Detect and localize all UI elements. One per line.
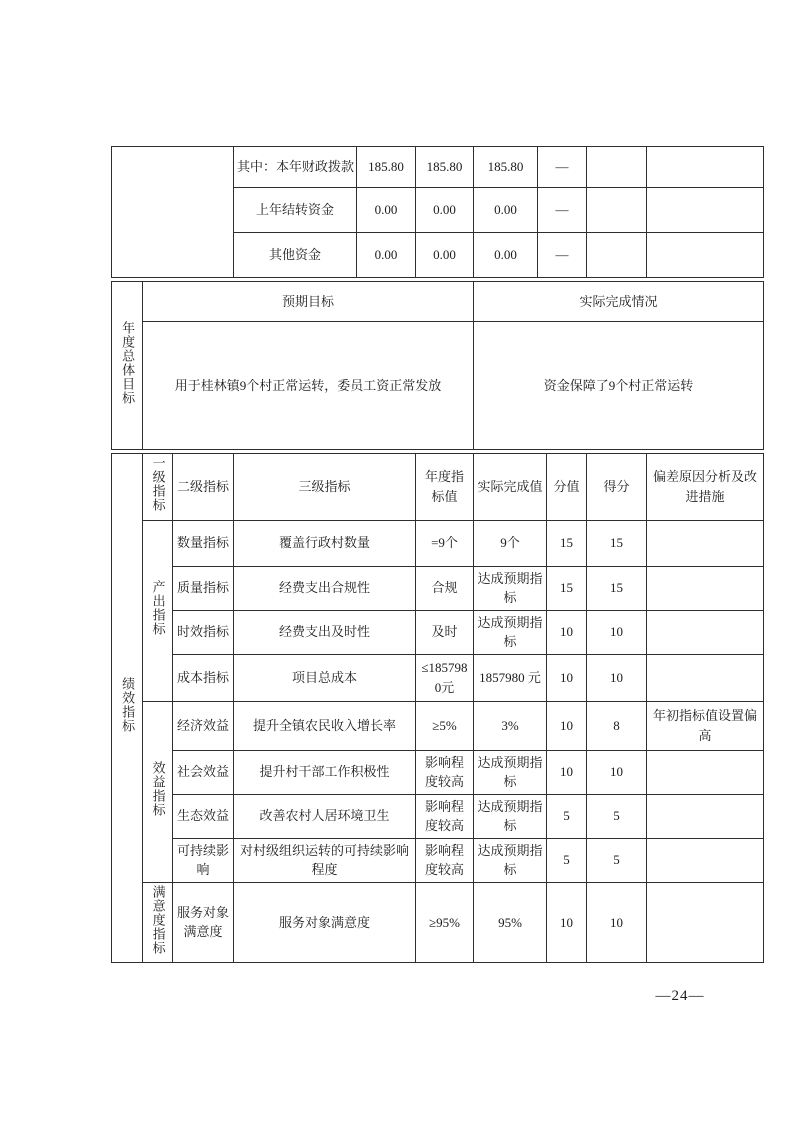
funding-value-cell: 0.00: [416, 233, 474, 278]
funding-value-cell: 0.00: [357, 188, 416, 233]
table-row: [112, 566, 764, 610]
cell-deviation: [647, 520, 764, 566]
performance-section-cell: [112, 454, 143, 963]
cell-deviation: [647, 882, 764, 963]
annual-goal-label: 年度总体目标: [120, 320, 136, 405]
performance-section-label: 绩效指标: [120, 677, 136, 734]
cell-points: 10: [547, 654, 587, 701]
cell-score: 15: [587, 520, 647, 566]
cell-annual-target: ≤1857980元: [416, 654, 474, 701]
funding-label-cell: 其中：本年财政拨款: [234, 147, 357, 188]
cell-level2: 社会效益: [173, 750, 234, 794]
table-row: [112, 520, 764, 566]
funding-value-cell: 0.00: [474, 233, 538, 278]
header-annual-target: 年度指标值: [416, 454, 474, 521]
cell-actual-value: 9个: [474, 520, 547, 566]
cell-annual-target: 合规: [416, 566, 474, 610]
cell-deviation: [647, 750, 764, 794]
cell-score: 15: [587, 566, 647, 610]
cell-level3: 对村级组织运转的可持续影响程度: [234, 838, 416, 882]
table-row: [112, 654, 764, 701]
funding-value-cell: 185.80: [474, 147, 538, 188]
header-score: 得分: [587, 454, 647, 521]
table-row: [112, 454, 764, 521]
cell-level2: 可持续影响: [173, 838, 234, 882]
funding-value-cell: 185.80: [416, 147, 474, 188]
cell-level3: 提升全镇农民收入增长率: [234, 701, 416, 750]
cell-actual-value: 达成预期指标: [474, 610, 547, 654]
group-label-satisfaction-indicators: 满意度指标: [150, 884, 166, 955]
table-row: [112, 701, 764, 750]
group-label-benefit-indicators-cell: [143, 701, 173, 882]
group-label-output-indicators-cell: [143, 520, 173, 701]
table-row: [112, 838, 764, 882]
header-points: 分值: [547, 454, 587, 521]
cell-points: 10: [547, 701, 587, 750]
cell-deviation: [647, 838, 764, 882]
actual-completion-header: 实际完成情况: [474, 282, 764, 322]
cell-level3: 改善农村人居环境卫生: [234, 794, 416, 838]
funding-value-cell: 0.00: [474, 188, 538, 233]
cell-annual-target: 影响程度较高: [416, 794, 474, 838]
funding-value-cell: 185.80: [357, 147, 416, 188]
annual-goal-table: [111, 281, 764, 450]
cell-actual-value: 达成预期指标: [474, 566, 547, 610]
funding-value-cell: 0.00: [416, 188, 474, 233]
table-row: [112, 610, 764, 654]
funding-empty-cell: [587, 188, 647, 233]
funding-summary-table: [111, 146, 764, 278]
cell-annual-target: 及时: [416, 610, 474, 654]
group-label-output-indicators: 产出指标: [150, 579, 166, 636]
cell-points: 10: [547, 610, 587, 654]
cell-points: 10: [547, 882, 587, 963]
funding-value-cell: 0.00: [357, 233, 416, 278]
annual-goal-label-cell: [112, 282, 143, 450]
cell-level2: 成本指标: [173, 654, 234, 701]
page-number: —24—: [655, 988, 705, 1004]
cell-annual-target: ≥5%: [416, 701, 474, 750]
expected-goal-text: 用于桂林镇9个村正常运转，委员工资正常发放: [143, 322, 474, 450]
funding-empty-cell: [647, 147, 764, 188]
cell-level2: 生态效益: [173, 794, 234, 838]
table-row: [112, 882, 764, 963]
funding-empty-cell: [587, 147, 647, 188]
table-row: [112, 794, 764, 838]
cell-score: 10: [587, 750, 647, 794]
cell-annual-target: =9个: [416, 520, 474, 566]
cell-level3: 经费支出合规性: [234, 566, 416, 610]
cell-actual-value: 达成预期指标: [474, 750, 547, 794]
cell-points: 15: [547, 566, 587, 610]
funding-dash-cell: —: [538, 188, 587, 233]
cell-deviation: [647, 794, 764, 838]
table-row: [112, 282, 764, 322]
header-level2: 二级指标: [173, 454, 234, 521]
cell-annual-target: 影响程度较高: [416, 838, 474, 882]
header-actual-value: 实际完成值: [474, 454, 547, 521]
cell-annual-target: ≥95%: [416, 882, 474, 963]
actual-completion-text: 资金保障了9个村正常运转: [474, 322, 764, 450]
group-label-benefit-indicators: 效益指标: [150, 760, 166, 817]
funding-dash-cell: —: [538, 233, 587, 278]
funding-dash-cell: —: [538, 147, 587, 188]
cell-deviation: [647, 654, 764, 701]
table-row: [112, 147, 764, 188]
cell-score: 10: [587, 610, 647, 654]
header-deviation: 偏差原因分析及改进措施: [647, 454, 764, 521]
cell-actual-value: 达成预期指标: [474, 838, 547, 882]
cell-score: 5: [587, 838, 647, 882]
performance-indicator-table: [111, 453, 764, 963]
expected-goal-header: 预期目标: [143, 282, 474, 322]
group-label-satisfaction-indicators-cell: [143, 882, 173, 963]
header-level1: 一级指标: [150, 456, 166, 512]
funding-empty-cell: [587, 233, 647, 278]
funding-label-cell: 上年结转资金: [234, 188, 357, 233]
cell-deviation: 年初指标值设置偏高: [647, 701, 764, 750]
cell-level3: 服务对象满意度: [234, 882, 416, 963]
cell-points: 5: [547, 794, 587, 838]
cell-deviation: [647, 610, 764, 654]
funding-empty-cell: [647, 188, 764, 233]
funding-label-cell: 其他资金: [234, 233, 357, 278]
cell-level2: 数量指标: [173, 520, 234, 566]
cell-level3: 项目总成本: [234, 654, 416, 701]
funding-spacer-cell: [112, 147, 234, 278]
cell-points: 10: [547, 750, 587, 794]
table-row: [112, 322, 764, 450]
cell-points: 15: [547, 520, 587, 566]
cell-level2: 时效指标: [173, 610, 234, 654]
cell-level2: 经济效益: [173, 701, 234, 750]
cell-level3: 提升村干部工作积极性: [234, 750, 416, 794]
cell-score: 5: [587, 794, 647, 838]
cell-score: 10: [587, 882, 647, 963]
funding-empty-cell: [647, 233, 764, 278]
cell-level3: 覆盖行政村数量: [234, 520, 416, 566]
cell-score: 10: [587, 654, 647, 701]
header-level1-cell: [143, 454, 173, 521]
cell-annual-target: 影响程度较高: [416, 750, 474, 794]
header-level3: 三级指标: [234, 454, 416, 521]
cell-level2: 质量指标: [173, 566, 234, 610]
cell-actual-value: 3%: [474, 701, 547, 750]
cell-level3: 经费支出及时性: [234, 610, 416, 654]
cell-actual-value: 95%: [474, 882, 547, 963]
cell-actual-value: 1857980 元: [474, 654, 547, 701]
cell-points: 5: [547, 838, 587, 882]
cell-actual-value: 达成预期指标: [474, 794, 547, 838]
table-row: [112, 750, 764, 794]
cell-level2: 服务对象满意度: [173, 882, 234, 963]
cell-deviation: [647, 566, 764, 610]
cell-score: 8: [587, 701, 647, 750]
